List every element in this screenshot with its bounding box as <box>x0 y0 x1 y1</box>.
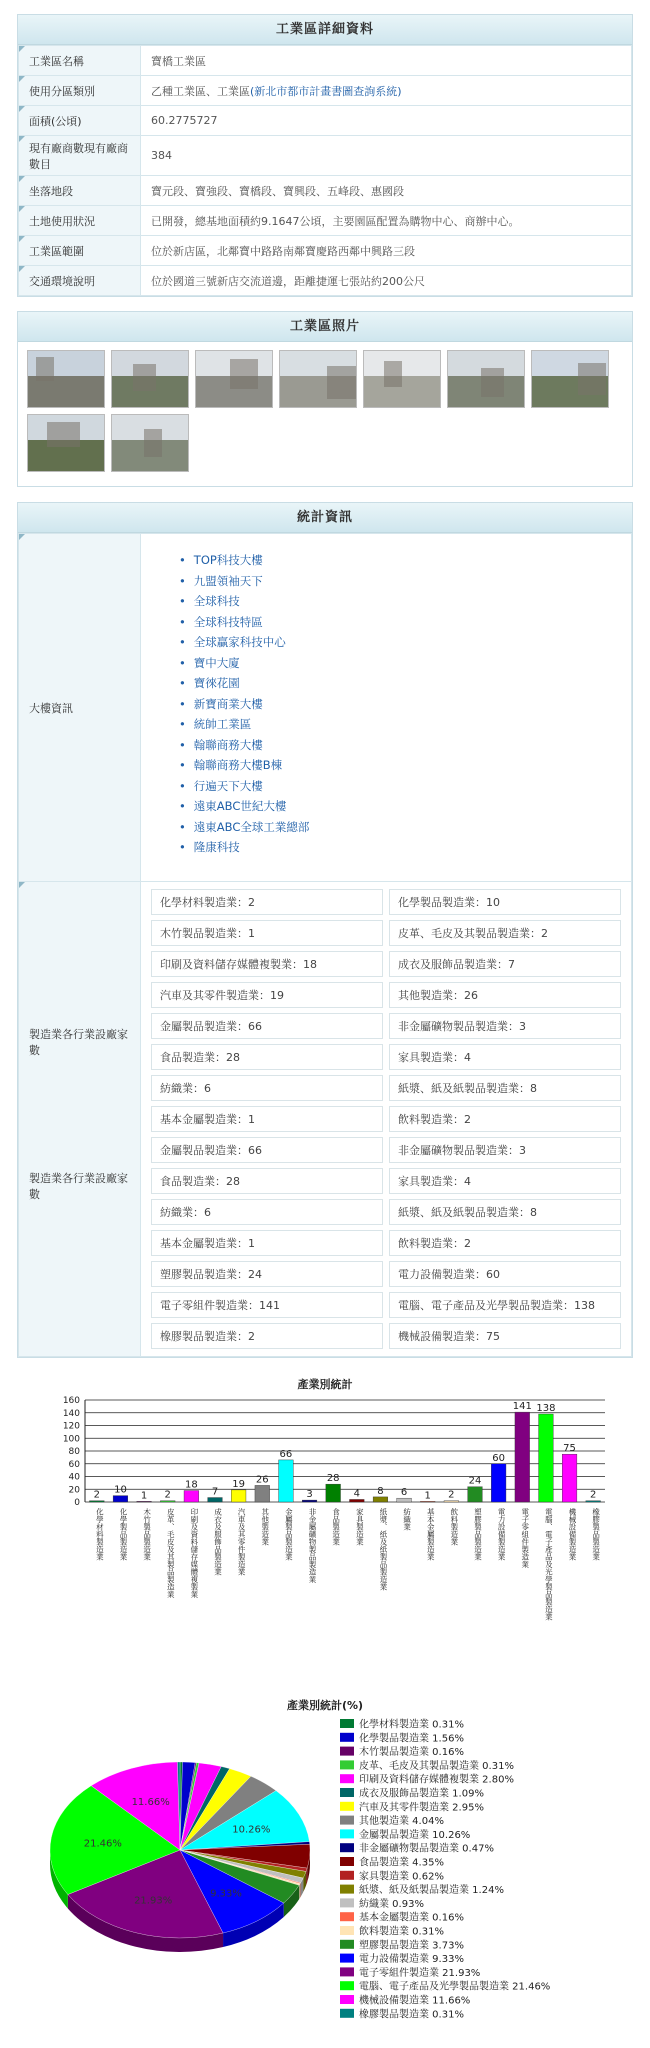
row-range <box>19 236 632 266</box>
industry-row <box>151 920 621 946</box>
label-industry-cell <box>19 882 141 1357</box>
bar <box>586 1501 601 1502</box>
label-lots: 坐落地段 <box>19 176 141 206</box>
industry-row <box>151 1292 621 1318</box>
bar-value-label: 8 <box>377 1485 384 1497</box>
legend-swatch <box>340 1747 354 1756</box>
legend-label: 橡膠製品製造業 0.31% <box>359 2009 464 2021</box>
industry-count: 飲料製造業：2 <box>389 1230 621 1256</box>
industry-count: 金屬製品製造業：66 <box>151 1013 383 1039</box>
category-label: 木竹製品製造業 <box>142 1508 152 1561</box>
building-item[interactable]: • 行遍天下大樓 <box>179 776 631 797</box>
industry-count: 印刷及資料儲存媒體複製業：18 <box>151 951 383 977</box>
bar <box>231 1490 246 1502</box>
legend-swatch <box>340 1843 354 1852</box>
pie-percent-label: 11.66% <box>131 1797 170 1809</box>
industry-grid <box>145 884 627 1354</box>
stats-panel <box>17 502 633 1358</box>
industry-row <box>151 982 621 1008</box>
legend-label: 皮革、毛皮及其製品製造業 0.31% <box>359 1760 514 1772</box>
bar <box>491 1464 506 1502</box>
industry-count: 成衣及服飾品製造業：7 <box>389 951 621 977</box>
industry-count: 化學材料製造業：2 <box>151 889 383 915</box>
y-tick-label: 40 <box>68 1472 80 1483</box>
photo-7[interactable] <box>531 350 609 408</box>
value-zone <box>141 76 632 106</box>
value-range: 位於新店區，北鄰寶中路路南鄰寶慶路西鄰中興路三段 <box>141 236 632 266</box>
bar-value-label: 7 <box>211 1486 219 1498</box>
bar <box>349 1499 364 1502</box>
industry-count: 塑膠製品製造業：24 <box>151 1261 383 1287</box>
photo-gallery <box>18 342 632 482</box>
bar-chart <box>0 1392 650 1682</box>
pie-percent-label: 21.93% <box>134 1895 173 1907</box>
bar <box>184 1491 199 1502</box>
y-tick-label: 0 <box>74 1498 80 1508</box>
industry-row <box>151 951 621 977</box>
legend-label: 塑膠製品製造業 3.73% <box>359 1940 464 1952</box>
legend-label: 機械設備製造業 11.66% <box>359 1995 471 2007</box>
building-item[interactable]: • 遠東ABC世紀大樓 <box>179 796 631 817</box>
bar <box>420 1501 435 1502</box>
legend-label: 飲料製造業 0.31% <box>359 1926 444 1938</box>
legend-swatch <box>340 1774 354 1783</box>
category-label: 電子零組件製造業 <box>520 1508 530 1568</box>
photo-6[interactable] <box>447 350 525 408</box>
photo-3[interactable] <box>195 350 273 408</box>
stats-table <box>18 533 632 1357</box>
row-zone <box>19 76 632 106</box>
bar-value-label: 26 <box>255 1474 269 1486</box>
label-industry-1: 製造業各行業設廠家數 <box>29 1028 128 1057</box>
y-tick-label: 160 <box>62 1396 80 1406</box>
legend-swatch <box>340 1816 354 1825</box>
category-label: 基本金屬製造業 <box>426 1508 436 1561</box>
industry-count: 紡織業：6 <box>151 1199 383 1225</box>
label-name: 工業區名稱 <box>19 46 141 76</box>
industry-count: 汽車及其零件製造業：19 <box>151 982 383 1008</box>
zone-query-link[interactable]: (新北市都市計畫書圖查詢系統) <box>250 84 402 98</box>
category-label: 其他製造業 <box>260 1508 270 1546</box>
pie-percent-label: 10.26% <box>232 1824 271 1836</box>
photo-4[interactable] <box>279 350 357 408</box>
row-landuse <box>19 206 632 236</box>
industry-count: 紙漿、紙及紙製品製造業：8 <box>389 1075 621 1101</box>
industry-count: 紡織業：6 <box>151 1075 383 1101</box>
category-label: 印刷及資料儲存媒體複製業 <box>189 1508 199 1598</box>
legend-swatch <box>340 1981 354 1990</box>
building-item[interactable]: • 寶徠花園 <box>179 673 631 694</box>
legend-swatch <box>340 2009 354 2018</box>
legend-label: 非金屬礦物製品製造業 0.47% <box>359 1843 494 1855</box>
category-label: 家具製造業 <box>355 1508 365 1546</box>
bar-value-label: 60 <box>492 1452 506 1464</box>
building-item[interactable]: • 統帥工業區 <box>179 714 631 735</box>
zone-text: 乙種工業區、工業區 <box>151 84 250 98</box>
category-label: 化學材料製造業 <box>95 1508 105 1561</box>
industry-count: 非金屬礦物製品製造業：3 <box>389 1137 621 1163</box>
pie-chart <box>0 1712 650 2042</box>
legend-label: 食品製造業 4.35% <box>359 1857 444 1869</box>
bar <box>539 1414 554 1502</box>
building-item[interactable]: • 寶中大廈 <box>179 653 631 674</box>
legend-label: 電力設備製造業 9.33% <box>359 1954 464 1966</box>
legend-swatch <box>340 1857 354 1866</box>
row-industry <box>19 882 632 1357</box>
building-item[interactable]: • 遠東ABC全球工業總部 <box>179 817 631 838</box>
building-item[interactable]: • TOP科技大樓 <box>179 550 631 571</box>
legend-swatch <box>340 1760 354 1769</box>
category-label: 飲料製造業 <box>449 1508 459 1546</box>
bar <box>302 1500 317 1502</box>
bar <box>373 1497 388 1502</box>
bar-value-label: 1 <box>424 1490 431 1502</box>
value-traffic: 位於國道三號新店交流道邊，距離捷運七張站約200公尺 <box>141 266 632 296</box>
legend-label: 其他製造業 4.04% <box>359 1816 444 1828</box>
industry-row <box>151 1044 621 1070</box>
industry-row <box>151 1199 621 1225</box>
bar-value-label: 3 <box>306 1489 313 1501</box>
industry-count: 基本金屬製造業：1 <box>151 1106 383 1132</box>
legend-label: 基本金屬製造業 0.16% <box>359 1912 464 1924</box>
bar <box>208 1498 223 1502</box>
photo-8[interactable] <box>27 414 105 472</box>
label-buildings: 大樓資訊 <box>19 534 141 882</box>
industry-count: 電子零組件製造業：141 <box>151 1292 383 1318</box>
y-tick-label: 20 <box>68 1485 80 1496</box>
photo-1[interactable] <box>27 350 105 408</box>
industry-row <box>151 1137 621 1163</box>
legend-label: 成衣及服飾品製造業 1.09% <box>359 1788 484 1800</box>
y-tick-label: 100 <box>62 1434 80 1445</box>
y-tick-label: 120 <box>62 1421 80 1432</box>
row-firms <box>19 136 632 176</box>
detail-table <box>18 45 632 296</box>
photos-panel <box>17 311 633 487</box>
bar-value-label: 28 <box>326 1473 340 1485</box>
industry-row <box>151 889 621 915</box>
bar-value-label: 2 <box>93 1489 101 1501</box>
bar <box>444 1501 459 1502</box>
legend-label: 金屬製品製造業 10.26% <box>359 1829 471 1841</box>
pie-chart-title: 產業別統計(%) <box>286 1699 364 1712</box>
industry-count: 機械設備製造業：75 <box>389 1323 621 1349</box>
bar <box>255 1485 270 1502</box>
legend-swatch <box>340 1940 354 1949</box>
value-landuse: 已開發，總基地面積約9.1647公頃，主要園區配置為購物中心、商辦中心。 <box>141 206 632 236</box>
category-label: 金屬製品製造業 <box>284 1508 294 1561</box>
bar-value-label: 6 <box>400 1487 408 1499</box>
bar <box>113 1496 128 1502</box>
building-item[interactable]: • 隆康科技 <box>179 837 631 858</box>
building-item[interactable]: • 翰聯商務大樓 <box>179 735 631 756</box>
industry-count: 金屬製品製造業：66 <box>151 1137 383 1163</box>
bar-value-label: 10 <box>114 1484 127 1496</box>
label-area: 面積(公頃) <box>19 106 141 136</box>
bar <box>468 1487 483 1502</box>
bar-value-label: 19 <box>232 1478 246 1490</box>
legend-label: 家具製造業 0.62% <box>359 1871 444 1883</box>
industry-count: 基本金屬製造業：1 <box>151 1230 383 1256</box>
industry-count: 飲料製造業：2 <box>389 1106 621 1132</box>
category-label: 塑膠製品製造業 <box>473 1508 483 1561</box>
legend-label: 化學製品製造業 1.56% <box>359 1733 464 1745</box>
row-area <box>19 106 632 136</box>
industry-count: 家具製造業：4 <box>389 1168 621 1194</box>
label-firms: 現有廠商數現有廠商數目 <box>19 136 141 176</box>
bar-value-label: 2 <box>589 1489 597 1501</box>
category-label: 化學製品製造業 <box>118 1508 128 1561</box>
legend-swatch <box>340 1871 354 1880</box>
industry-count: 紙漿、紙及紙製品製造業：8 <box>389 1199 621 1225</box>
bar-value-label: 66 <box>279 1448 293 1460</box>
bar <box>562 1454 577 1502</box>
photo-9[interactable] <box>111 414 189 472</box>
legend-swatch <box>340 1885 354 1894</box>
industry-row <box>151 1075 621 1101</box>
bar-value-label: 138 <box>536 1403 556 1415</box>
value-area: 60.2775727 <box>141 106 632 136</box>
legend-swatch <box>340 1995 354 2004</box>
bar-value-label: 2 <box>164 1489 171 1501</box>
label-traffic: 交通環境說明 <box>19 266 141 296</box>
pie-slice-side <box>299 1884 300 1900</box>
photo-2[interactable] <box>111 350 189 408</box>
industry-count: 木竹製品製造業：1 <box>151 920 383 946</box>
industry-row <box>151 1230 621 1256</box>
legend-label: 木竹製品製造業 0.16% <box>359 1747 464 1759</box>
industry-count: 食品製造業：28 <box>151 1168 383 1194</box>
industry-count: 食品製造業：28 <box>151 1044 383 1070</box>
buildings-cell <box>141 534 632 882</box>
building-item[interactable]: • 全球贏家科技中心 <box>179 632 631 653</box>
legend-swatch <box>340 1898 354 1907</box>
row-traffic <box>19 266 632 296</box>
legend-label: 化學材料製造業 0.31% <box>359 1719 464 1731</box>
industry-row <box>151 1261 621 1287</box>
legend-swatch <box>340 1926 354 1935</box>
legend-label: 汽車及其零件製造業 2.95% <box>359 1802 484 1814</box>
bar-value-label: 75 <box>563 1443 576 1455</box>
bar <box>137 1501 152 1502</box>
detail-panel <box>17 14 633 297</box>
category-label: 電力設備製造業 <box>497 1508 507 1561</box>
industry-count: 橡膠製品製造業：2 <box>151 1323 383 1349</box>
detail-title: 工業區詳細資料 <box>18 15 632 45</box>
industry-row <box>151 1168 621 1194</box>
category-label: 機械設備製造業 <box>568 1508 578 1561</box>
value-lots: 寶元段、寶強段、寶橋段、寶興段、五峰段、惠國段 <box>141 176 632 206</box>
industry-count: 電力設備製造業：60 <box>389 1261 621 1287</box>
legend-swatch <box>340 1802 354 1811</box>
bar <box>515 1412 530 1502</box>
building-item[interactable]: • 新寶商業大樓 <box>179 694 631 715</box>
legend-swatch <box>340 1912 354 1921</box>
legend-swatch <box>340 1967 354 1976</box>
building-item[interactable]: • 全球科技 <box>179 591 631 612</box>
building-list <box>141 534 631 868</box>
industry-count: 家具製造業：4 <box>389 1044 621 1070</box>
industry-count: 非金屬礦物製品製造業：3 <box>389 1013 621 1039</box>
industry-count: 電腦、電子產品及光學製品製造業：138 <box>389 1292 621 1318</box>
photos-title: 工業區照片 <box>18 312 632 342</box>
bar-value-label: 24 <box>468 1475 482 1487</box>
row-lots <box>19 176 632 206</box>
label-zone: 使用分區類別 <box>19 76 141 106</box>
industry-cell <box>141 882 632 1357</box>
bar <box>397 1498 412 1502</box>
y-tick-label: 80 <box>68 1447 80 1457</box>
legend-swatch <box>340 1788 354 1797</box>
legend-swatch <box>340 1829 354 1838</box>
building-item[interactable]: • 翰聯商務大樓B棟 <box>179 755 631 776</box>
value-firms: 384 <box>141 136 632 176</box>
label-landuse: 土地使用狀況 <box>19 206 141 236</box>
category-label: 成衣及服飾品製造業 <box>213 1508 223 1576</box>
category-label: 汽車及其零件製造業 <box>237 1508 247 1576</box>
label-industry-2: 製造業各行業設廠家數 <box>29 1172 128 1201</box>
industry-count: 化學製品製造業：10 <box>389 889 621 915</box>
category-label: 食品製造業 <box>331 1508 341 1546</box>
industry-count: 其他製造業：26 <box>389 982 621 1008</box>
bar-value-label: 18 <box>184 1479 198 1491</box>
y-tick-label: 140 <box>62 1408 80 1419</box>
bar-value-label: 4 <box>353 1488 361 1500</box>
building-item[interactable]: • 九盟領袖天下 <box>179 571 631 592</box>
bar-value-label: 141 <box>512 1401 532 1413</box>
legend-label: 紡織業 0.93% <box>359 1898 424 1910</box>
bar-value-label: 2 <box>448 1489 455 1501</box>
category-label: 非金屬礦物製品製造業 <box>308 1508 318 1583</box>
building-item[interactable]: • 全球科技特區 <box>179 612 631 633</box>
industry-row <box>151 1013 621 1039</box>
category-label: 橡膠製品製造業 <box>591 1508 601 1561</box>
industry-row <box>151 1106 621 1132</box>
pie-percent-label: 21.46% <box>83 1838 122 1850</box>
row-buildings <box>19 534 632 882</box>
label-range: 工業區範圍 <box>19 236 141 266</box>
category-label: 電腦、電子產品及光學製品製造業 <box>544 1508 554 1621</box>
legend-label: 電腦、電子產品及光學製品製造業 21.46% <box>359 1981 551 1993</box>
pie-percent-label: 9.33% <box>210 1888 242 1900</box>
row-name <box>19 46 632 76</box>
bar-value-label: 1 <box>140 1490 148 1502</box>
value-name: 寶橋工業區 <box>141 46 632 76</box>
legend-label: 紙漿、紙及紙製品製造業 1.24% <box>359 1885 504 1897</box>
bar <box>326 1484 341 1502</box>
legend-swatch <box>340 1719 354 1728</box>
industry-count: 皮革、毛皮及其製品製造業：2 <box>389 920 621 946</box>
category-label: 紡織業 <box>402 1508 412 1531</box>
stats-title: 統計資訊 <box>18 503 632 533</box>
bar <box>160 1501 175 1502</box>
legend-label: 電子零組件製造業 21.93% <box>359 1967 481 1979</box>
legend-swatch <box>340 1733 354 1742</box>
category-label: 皮革、毛皮及其製品製造業 <box>166 1508 176 1598</box>
y-tick-label: 60 <box>68 1459 80 1470</box>
legend-swatch <box>340 1954 354 1963</box>
bar <box>89 1501 104 1502</box>
legend-label: 印刷及資料儲存媒體複製業 2.80% <box>359 1774 514 1786</box>
photo-5[interactable] <box>363 350 441 408</box>
industry-row <box>151 1323 621 1349</box>
category-label: 紙漿、紙及紙製品製造業 <box>378 1508 388 1591</box>
bar-chart-title: 產業別統計 <box>297 1378 353 1391</box>
bar <box>279 1460 294 1502</box>
